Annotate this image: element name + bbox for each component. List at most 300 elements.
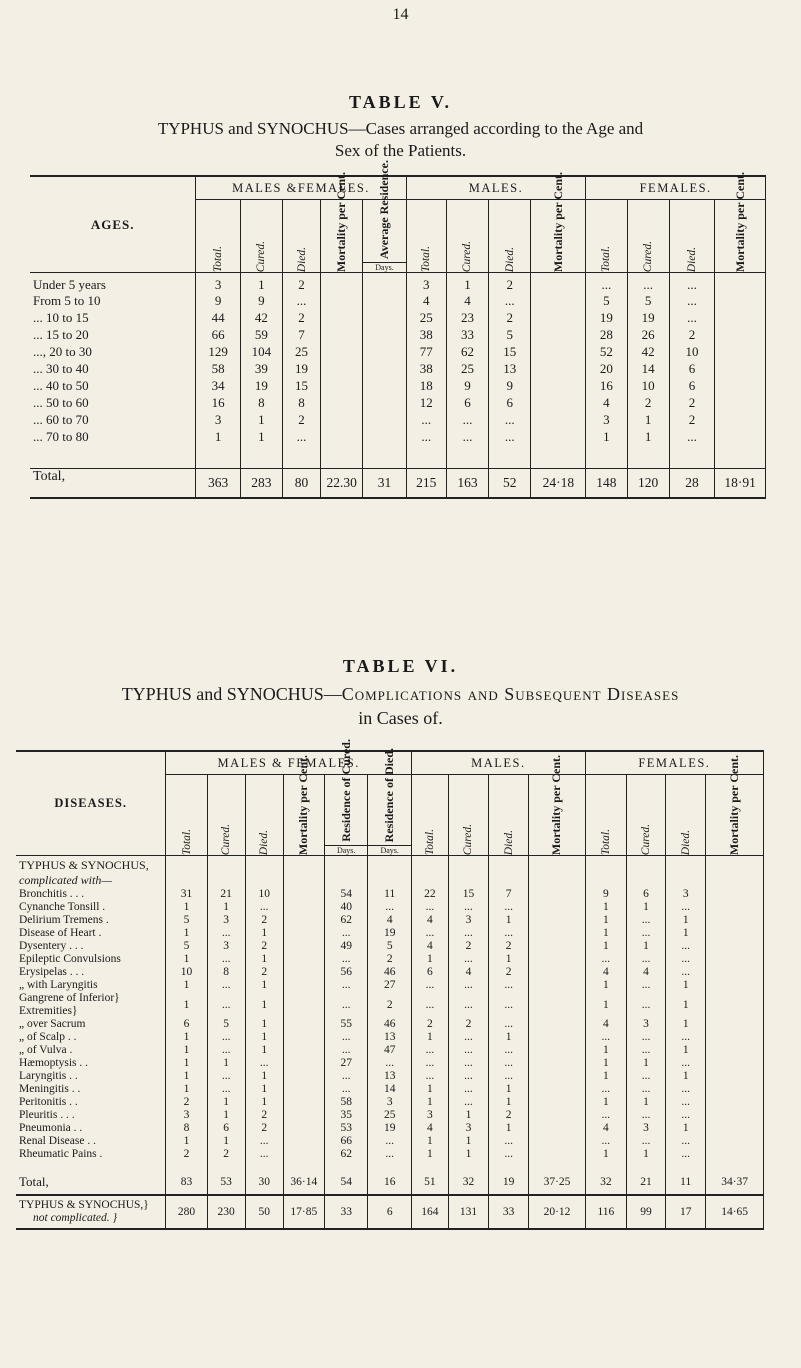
t6-cell: ... bbox=[489, 1044, 529, 1057]
t6-not-complicated-cell: 116 bbox=[585, 1195, 626, 1229]
t6-col-header bbox=[627, 775, 666, 856]
t6-not-complicated-label-2: not complicated. } bbox=[33, 1212, 118, 1224]
t6-empty-cell bbox=[627, 856, 666, 874]
table6-label: TABLE VI. bbox=[342, 656, 459, 676]
t6-cell: ... bbox=[627, 1135, 666, 1148]
t5-spacer-cell bbox=[586, 446, 627, 468]
t5-age-label: From 5 to 10 bbox=[33, 293, 101, 308]
t6-cell: 1 bbox=[585, 979, 626, 992]
t6-cell: ... bbox=[627, 1070, 666, 1083]
t6-empty-cell bbox=[283, 856, 324, 874]
t6-total-cell: 51 bbox=[411, 1169, 448, 1195]
t5-total-row bbox=[30, 468, 766, 498]
t6-col-header bbox=[245, 775, 283, 856]
t6-col-header-text: Cured. bbox=[462, 823, 475, 855]
t5-cell: 2 bbox=[669, 395, 714, 412]
t6-total-label: Total, bbox=[19, 1173, 49, 1189]
t5-age-label: ..., 20 to 30 bbox=[33, 344, 92, 359]
t6-cell: 1 bbox=[448, 1135, 488, 1148]
t6-group-header-all: MALES & FEMALES. bbox=[166, 751, 412, 775]
t6-cell: 3 bbox=[627, 1122, 666, 1135]
t6-cell: ... bbox=[448, 901, 488, 914]
t5-cell: 13 bbox=[489, 361, 531, 378]
t6-cell: 1 bbox=[489, 953, 529, 966]
t5-col-header bbox=[489, 200, 531, 273]
t6-cell: 1 bbox=[585, 1096, 626, 1109]
t5-cell: 1 bbox=[240, 429, 282, 446]
t6-total-cell: 83 bbox=[166, 1169, 207, 1195]
t6-cell: 6 bbox=[166, 1018, 207, 1031]
t6-total-cell: 54 bbox=[324, 1169, 367, 1195]
t5-cell bbox=[321, 429, 363, 446]
t5-row bbox=[30, 327, 766, 344]
t5-total-cell: 28 bbox=[669, 468, 714, 498]
t6-not-complicated-cell: 50 bbox=[245, 1195, 283, 1229]
t5-cell: ... bbox=[669, 310, 714, 327]
t5-row bbox=[30, 310, 766, 327]
t6-cell: 1 bbox=[207, 901, 245, 914]
t6-total-cell: 30 bbox=[245, 1169, 283, 1195]
t5-cell: ... bbox=[489, 412, 531, 429]
t6-empty-cell bbox=[706, 873, 764, 888]
t6-cell bbox=[706, 1083, 764, 1096]
t6-spacer-cell bbox=[706, 1161, 764, 1169]
t5-cell: 9 bbox=[196, 293, 240, 310]
t6-cell: ... bbox=[448, 979, 488, 992]
t6-row bbox=[16, 914, 764, 927]
t5-cell bbox=[531, 361, 586, 378]
group-header-males: MALES. bbox=[406, 176, 586, 200]
t6-cell: 2 bbox=[489, 1109, 529, 1122]
t6-cell: ... bbox=[627, 1083, 666, 1096]
t5-cell: 15 bbox=[489, 344, 531, 361]
t5-cell bbox=[363, 395, 406, 412]
t6-cell: 1 bbox=[585, 940, 626, 953]
t5-row bbox=[30, 378, 766, 395]
t6-disease-label: „ of Scalp . . bbox=[19, 1031, 77, 1043]
t6-cell: 3 bbox=[448, 1122, 488, 1135]
t6-cell: 1 bbox=[627, 1096, 666, 1109]
t5-cell bbox=[363, 273, 406, 294]
t6-cell: 19 bbox=[368, 927, 412, 940]
t6-cell: ... bbox=[627, 914, 666, 927]
t6-cell: ... bbox=[666, 966, 706, 979]
t6-cell bbox=[283, 914, 324, 927]
t5-col-header-wrap bbox=[321, 171, 362, 272]
t5-cell: 42 bbox=[627, 344, 669, 361]
t6-cell bbox=[283, 1096, 324, 1109]
t5-cell: 18 bbox=[406, 378, 446, 395]
t6-cell: 6 bbox=[411, 966, 448, 979]
t6-cell bbox=[283, 1044, 324, 1057]
t6-cell: ... bbox=[207, 927, 245, 940]
t6-cell: ... bbox=[489, 1057, 529, 1070]
t6-total-row bbox=[16, 1169, 764, 1195]
t5-cell bbox=[531, 273, 586, 294]
t6-cell: ... bbox=[489, 1148, 529, 1161]
t6-row bbox=[16, 940, 764, 953]
t6-cell: 4 bbox=[411, 1122, 448, 1135]
t6-cell: ... bbox=[489, 1135, 529, 1148]
t6-row bbox=[16, 1044, 764, 1057]
t6-cell: 19 bbox=[368, 1122, 412, 1135]
t6-col-header bbox=[207, 775, 245, 856]
t6-cell: 40 bbox=[324, 901, 367, 914]
t6-empty-cell bbox=[166, 873, 207, 888]
t6-cell bbox=[283, 901, 324, 914]
t6-cell bbox=[529, 992, 585, 1018]
t6-cell: 13 bbox=[368, 1070, 412, 1083]
t5-total-cell: 120 bbox=[627, 468, 669, 498]
t6-cell bbox=[706, 940, 764, 953]
t5-cell bbox=[363, 344, 406, 361]
t6-total-cell: 11 bbox=[666, 1169, 706, 1195]
t6-cell bbox=[706, 1096, 764, 1109]
t6-cell bbox=[283, 1083, 324, 1096]
t6-cell bbox=[529, 1122, 585, 1135]
t5-cell: 4 bbox=[406, 293, 446, 310]
t5-total-cell: 148 bbox=[586, 468, 627, 498]
t5-cell bbox=[531, 327, 586, 344]
t6-cell: 1 bbox=[627, 1057, 666, 1070]
t6-cell: ... bbox=[489, 1070, 529, 1083]
t5-cell bbox=[321, 327, 363, 344]
t5-cell: 8 bbox=[283, 395, 321, 412]
t5-cell: 19 bbox=[627, 310, 669, 327]
t6-cell: 22 bbox=[411, 888, 448, 901]
t6-cell: ... bbox=[245, 901, 283, 914]
t6-cell: 62 bbox=[324, 914, 367, 927]
t5-cell: 3 bbox=[406, 273, 446, 294]
t5-col-header-wrap bbox=[586, 200, 626, 272]
t6-total-cell: 34·37 bbox=[706, 1169, 764, 1195]
t5-col-header bbox=[321, 171, 363, 273]
t5-cell bbox=[363, 310, 406, 327]
t6-col-header bbox=[489, 775, 529, 856]
t5-cell: 42 bbox=[240, 310, 282, 327]
t6-cell: ... bbox=[489, 992, 529, 1018]
t6-cell: ... bbox=[245, 1057, 283, 1070]
t6-col-header-wrap bbox=[449, 775, 488, 855]
t6-col-header-wrap bbox=[166, 775, 206, 855]
table6-subtitle-1 bbox=[0, 684, 801, 705]
t5-cell: ... bbox=[446, 412, 488, 429]
t6-cell: 1 bbox=[166, 1083, 207, 1096]
t6-empty-cell bbox=[529, 873, 585, 888]
t6-row bbox=[16, 1070, 764, 1083]
t5-cell: 15 bbox=[283, 378, 321, 395]
t5-col-header bbox=[669, 200, 714, 273]
t5-cell: 6 bbox=[669, 361, 714, 378]
t6-cell bbox=[706, 888, 764, 901]
t6-cell: ... bbox=[411, 1070, 448, 1083]
t6-empty-cell bbox=[207, 873, 245, 888]
t6-cell bbox=[706, 979, 764, 992]
t6-total-cell: 19 bbox=[489, 1169, 529, 1195]
t6-cell: ... bbox=[324, 927, 367, 940]
t6-cell: 1 bbox=[411, 1083, 448, 1096]
t5-cell: 4 bbox=[586, 395, 627, 412]
t6-col-header-wrap bbox=[325, 739, 367, 855]
t5-cell: 2 bbox=[489, 273, 531, 294]
t6-cell: 31 bbox=[166, 888, 207, 901]
t5-age-label: ... 30 to 40 bbox=[33, 361, 89, 376]
t6-empty-cell bbox=[324, 856, 367, 874]
t5-col-header-text: Mortality per Cent. bbox=[732, 171, 747, 272]
t5-spacer-cell bbox=[30, 446, 196, 468]
t6-col-header-text: Died. bbox=[258, 829, 271, 855]
t5-cell: 1 bbox=[627, 429, 669, 446]
t6-cell: 58 bbox=[324, 1096, 367, 1109]
t5-cell bbox=[715, 344, 766, 361]
t6-cell: 2 bbox=[166, 1148, 207, 1161]
t6-cell: 1 bbox=[245, 992, 283, 1018]
t5-cell: 2 bbox=[283, 273, 321, 294]
t6-col-header-text: Total. bbox=[423, 828, 436, 855]
t6-cell: 1 bbox=[207, 1096, 245, 1109]
t6-disease-label: Renal Disease . . bbox=[19, 1135, 96, 1147]
t6-cell bbox=[529, 1070, 585, 1083]
t6-cell: 1 bbox=[245, 1018, 283, 1031]
t6-spacer-cell bbox=[448, 1161, 488, 1169]
t5-cell bbox=[715, 310, 766, 327]
t6-col-header-wrap bbox=[489, 775, 528, 855]
t6-row bbox=[16, 901, 764, 914]
t5-total-label: Total, bbox=[30, 468, 196, 498]
t6-cell: 8 bbox=[207, 966, 245, 979]
t6-cell: ... bbox=[585, 1031, 626, 1044]
t5-cell bbox=[715, 412, 766, 429]
t6-cell bbox=[529, 940, 585, 953]
t6-cell: ... bbox=[411, 1044, 448, 1057]
t6-cell: 5 bbox=[368, 940, 412, 953]
t6-cell: 1 bbox=[245, 1044, 283, 1057]
t6-col-header bbox=[448, 775, 488, 856]
t5-col-header bbox=[196, 200, 240, 273]
t5-cell: 62 bbox=[446, 344, 488, 361]
t6-cell: 1 bbox=[166, 992, 207, 1018]
t6-cell: 4 bbox=[411, 914, 448, 927]
t5-cell: 38 bbox=[406, 361, 446, 378]
t6-cell: ... bbox=[666, 1083, 706, 1096]
t6-cell: 11 bbox=[368, 888, 412, 901]
t6-empty-cell bbox=[245, 873, 283, 888]
t6-cell: ... bbox=[324, 992, 367, 1018]
t6-cell: 25 bbox=[368, 1109, 412, 1122]
t6-cell: 1 bbox=[245, 927, 283, 940]
t6-cell: 1 bbox=[666, 1122, 706, 1135]
t6-cell: 2 bbox=[411, 1018, 448, 1031]
t6-cell bbox=[706, 927, 764, 940]
t6-cell: 1 bbox=[585, 1148, 626, 1161]
t6-spacer-cell bbox=[666, 1161, 706, 1169]
t6-cell: ... bbox=[666, 940, 706, 953]
t6-col-header bbox=[166, 775, 207, 856]
t6-group-header-females: FEMALES. bbox=[585, 751, 763, 775]
t6-cell: ... bbox=[627, 953, 666, 966]
t6-cell: ... bbox=[666, 1109, 706, 1122]
t6-col-header-wrap bbox=[586, 775, 626, 855]
t6-disease-label: Peritonitis . . bbox=[19, 1096, 78, 1108]
t6-not-complicated-cell: 17 bbox=[666, 1195, 706, 1229]
t6-cell: ... bbox=[324, 953, 367, 966]
t6-not-complicated-cell: 99 bbox=[627, 1195, 666, 1229]
t6-col-header-wrap bbox=[368, 747, 411, 855]
t5-cell: 1 bbox=[627, 412, 669, 429]
t6-row bbox=[16, 1096, 764, 1109]
t6-cell: 1 bbox=[489, 1031, 529, 1044]
t5-cell: 38 bbox=[406, 327, 446, 344]
t6-not-complicated-cell: 17·85 bbox=[283, 1195, 324, 1229]
t6-cell bbox=[706, 914, 764, 927]
t5-cell: 10 bbox=[669, 344, 714, 361]
t5-cell: 2 bbox=[627, 395, 669, 412]
t5-col-header bbox=[406, 200, 446, 273]
t5-cell: 5 bbox=[627, 293, 669, 310]
t6-cell: 1 bbox=[448, 1109, 488, 1122]
t6-row bbox=[16, 1109, 764, 1122]
t5-col-header-text: Mortality per Cent. bbox=[334, 171, 349, 272]
t6-col-header bbox=[666, 775, 706, 856]
t5-spacer-cell bbox=[715, 446, 766, 468]
t6-disease-label: „ of Vulva . bbox=[19, 1044, 73, 1056]
t6-cell: 3 bbox=[207, 940, 245, 953]
t5-cell: 10 bbox=[627, 378, 669, 395]
t6-cell: ... bbox=[448, 927, 488, 940]
t6-col-header-text: Cured. bbox=[220, 823, 233, 855]
t6-cell: ... bbox=[245, 1135, 283, 1148]
t6-cell: ... bbox=[489, 1018, 529, 1031]
t6-cell: 2 bbox=[448, 1018, 488, 1031]
t6-cell bbox=[283, 992, 324, 1018]
t5-total-cell: 18·91 bbox=[715, 468, 766, 498]
t6-cell: 2 bbox=[245, 914, 283, 927]
t6-cell: ... bbox=[585, 953, 626, 966]
t6-cell: 5 bbox=[166, 940, 207, 953]
t6-cell: 4 bbox=[585, 1018, 626, 1031]
t6-cell: 3 bbox=[448, 914, 488, 927]
t6-row bbox=[16, 1057, 764, 1070]
t5-cell bbox=[715, 378, 766, 395]
t6-empty-cell bbox=[166, 856, 207, 874]
t6-row bbox=[16, 1148, 764, 1161]
t6-cell: 1 bbox=[411, 953, 448, 966]
t6-cell: 1 bbox=[666, 1044, 706, 1057]
t5-col-header bbox=[283, 200, 321, 273]
t6-cell: 10 bbox=[245, 888, 283, 901]
t5-cell: ... bbox=[627, 273, 669, 294]
t6-cell: 1 bbox=[627, 1148, 666, 1161]
t6-spacer-cell bbox=[411, 1161, 448, 1169]
t5-spacer-cell bbox=[446, 446, 488, 468]
t5-cell: 9 bbox=[489, 378, 531, 395]
t6-cell: 2 bbox=[245, 966, 283, 979]
t6-days-label: Days. bbox=[325, 845, 367, 855]
t6-cell: 46 bbox=[368, 966, 412, 979]
t6-cell bbox=[529, 966, 585, 979]
t6-cell: 5 bbox=[207, 1018, 245, 1031]
t6-col-header-wrap bbox=[412, 775, 448, 855]
t5-cell: ... bbox=[586, 273, 627, 294]
t5-cell bbox=[321, 344, 363, 361]
t5-age-label: ... 10 to 15 bbox=[33, 310, 89, 325]
t6-total-cell: 16 bbox=[368, 1169, 412, 1195]
t5-col-header-wrap bbox=[489, 200, 530, 272]
t5-row bbox=[30, 395, 766, 412]
t5-cell: ... bbox=[669, 273, 714, 294]
t6-total-cell: 53 bbox=[207, 1169, 245, 1195]
t6-cell: 1 bbox=[166, 927, 207, 940]
t6-days-label: Days. bbox=[368, 845, 411, 855]
t6-cell: 1 bbox=[207, 1057, 245, 1070]
t5-col-header-wrap bbox=[241, 200, 282, 272]
t6-spacer-cell bbox=[585, 1161, 626, 1169]
group-header-all: MALES &FEMALES. bbox=[196, 176, 406, 200]
t5-cell bbox=[531, 378, 586, 395]
t6-cell: 1 bbox=[585, 1057, 626, 1070]
t5-col-header bbox=[446, 200, 488, 273]
t6-cell: 1 bbox=[666, 914, 706, 927]
t5-row bbox=[30, 361, 766, 378]
t6-col-header-wrap bbox=[666, 775, 705, 855]
t5-cell: 16 bbox=[586, 378, 627, 395]
t6-cell: 62 bbox=[324, 1148, 367, 1161]
t6-cell: 47 bbox=[368, 1044, 412, 1057]
t6-col-header-wrap bbox=[706, 754, 763, 855]
t5-cell bbox=[715, 395, 766, 412]
t6-row bbox=[16, 888, 764, 901]
t6-cell: 66 bbox=[324, 1135, 367, 1148]
t5-col-header-text: Died. bbox=[503, 246, 516, 272]
t5-cell bbox=[715, 361, 766, 378]
t6-cell bbox=[706, 1031, 764, 1044]
t6-cell: 5 bbox=[166, 914, 207, 927]
t5-col-header bbox=[240, 200, 282, 273]
t6-cell: 1 bbox=[666, 992, 706, 1018]
t5-col-header-text: Cured. bbox=[642, 240, 655, 272]
t6-cell: ... bbox=[411, 901, 448, 914]
t6-cell bbox=[706, 1018, 764, 1031]
t6-total-cell: 32 bbox=[448, 1169, 488, 1195]
t6-cell: 1 bbox=[245, 1083, 283, 1096]
t6-cell bbox=[706, 1122, 764, 1135]
t6-cell: ... bbox=[368, 901, 412, 914]
t5-cell bbox=[531, 293, 586, 310]
t6-empty-cell bbox=[245, 856, 283, 874]
t6-cell: 10 bbox=[166, 966, 207, 979]
t5-cell: 28 bbox=[586, 327, 627, 344]
t6-cell bbox=[283, 1122, 324, 1135]
t6-cell: ... bbox=[666, 1135, 706, 1148]
t6-cell: ... bbox=[324, 1070, 367, 1083]
t6-empty-cell bbox=[207, 856, 245, 874]
t6-cell: ... bbox=[324, 1083, 367, 1096]
t6-disease-label: „ with Laryngitis bbox=[19, 979, 98, 991]
t5-cell: 33 bbox=[446, 327, 488, 344]
t5-cell bbox=[321, 395, 363, 412]
t6-cell bbox=[706, 1148, 764, 1161]
t5-col-header-wrap bbox=[670, 200, 714, 272]
t5-spacer-cell bbox=[283, 446, 321, 468]
t5-cell: ... bbox=[489, 429, 531, 446]
t6-spacer-cell bbox=[283, 1161, 324, 1169]
t5-cell: ... bbox=[489, 293, 531, 310]
t5-cell: 16 bbox=[196, 395, 240, 412]
t6-empty-cell bbox=[489, 856, 529, 874]
t6-cell: ... bbox=[627, 992, 666, 1018]
t5-cell bbox=[321, 310, 363, 327]
table6-subtitle-2: in Cases of. bbox=[358, 708, 443, 728]
